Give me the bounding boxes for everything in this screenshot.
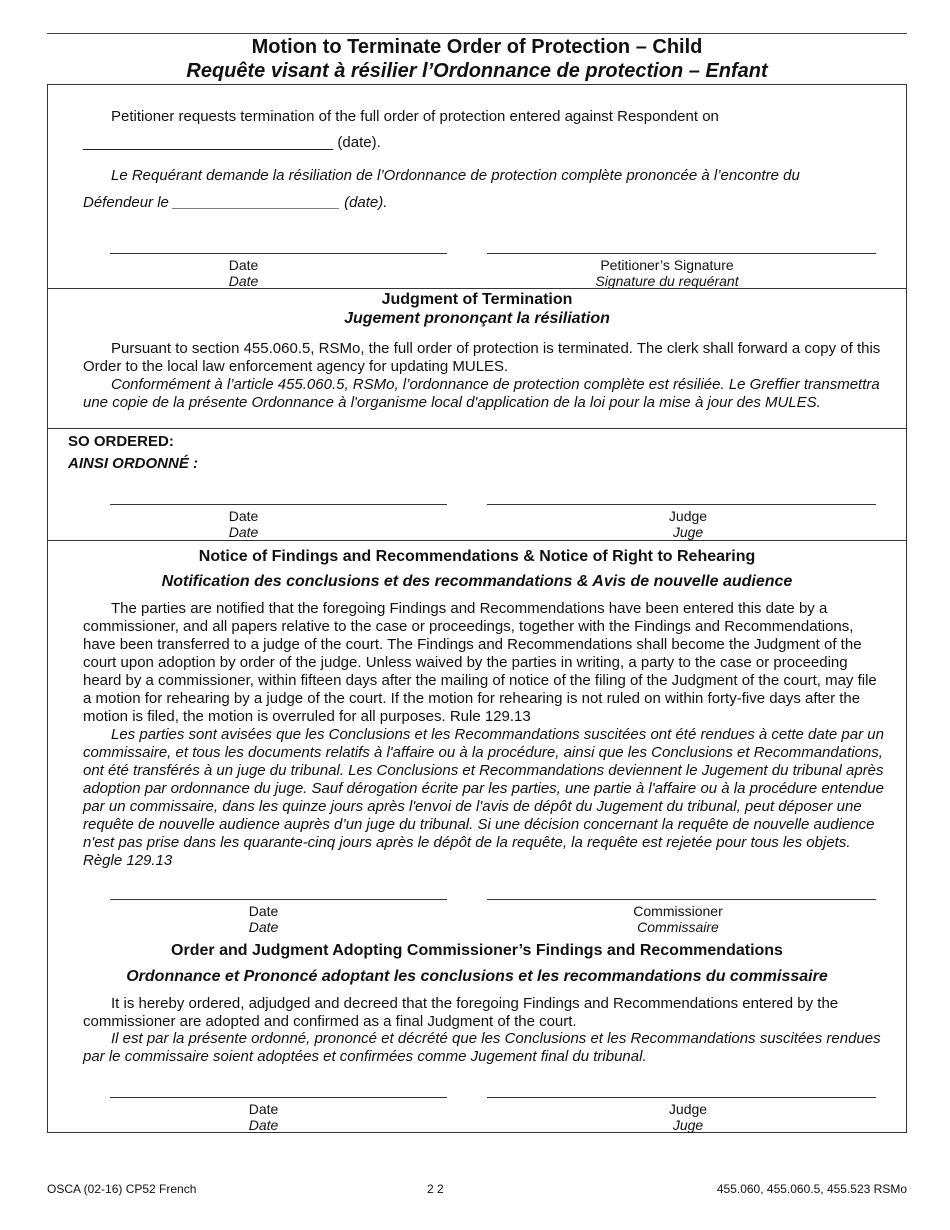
so-ordered-date-label-french: Date [228, 524, 259, 540]
adoption-date-label: Date [248, 1101, 279, 1117]
adoption-judge-signature-line[interactable] [487, 1097, 876, 1098]
commissioner-date-line[interactable] [110, 899, 447, 900]
notice-heading: Notice of Findings and Recommendations & Notice of Right to Rehearing [198, 548, 756, 565]
adoption-judge-label: Judge [668, 1101, 708, 1117]
petitioner-signature-label-french: Signature du requérant [595, 273, 739, 289]
commissioner-signature-label-french: Commissaire [637, 919, 719, 935]
section-divider [47, 540, 907, 541]
petition-text-french: Le Requérant demande la résiliation de l’Ordonnance de protection complète prononcée à l’encontre du [111, 167, 800, 184]
section-divider [47, 288, 907, 289]
commissioner-date-label-french: Date [248, 919, 279, 935]
commissioner-date-label: Date [248, 903, 279, 919]
adoption-judge-label-french: Juge [672, 1117, 704, 1133]
petition-date-label: Date [228, 257, 259, 273]
petition-date-line-french[interactable]: Défendeur le ____________________ (date). [83, 194, 388, 211]
petition-date-line[interactable]: ______________________________ (date). [83, 134, 381, 151]
top-rule [47, 33, 907, 34]
judge-signature-label: Judge [668, 508, 708, 524]
form-id: OSCA (02-16) CP52 French [47, 1182, 197, 1196]
judge-signature-label-french: Juge [672, 524, 704, 540]
judgment-heading: Judgment of Termination [381, 291, 573, 308]
page-title: Motion to Terminate Order of Protection – Child [251, 36, 703, 58]
page-number: 2 2 [427, 1182, 444, 1196]
so-ordered-label-french: AINSI ORDONNÉ : [68, 455, 199, 472]
so-ordered-date-line[interactable] [110, 504, 447, 505]
adoption-heading: Order and Judgment Adopting Commissioner’s Findings and Recommendations [171, 942, 783, 959]
adoption-body: It is hereby ordered, adjudged and decreed that the foregoing Findings and Recommendations entered by the commissioner are adopted and confirmed as a final Judgment of the court. [83, 995, 839, 1030]
so-ordered-date-label: Date [228, 508, 259, 524]
commissioner-signature-label: Commissioner [633, 903, 723, 919]
petitioner-signature-label: Petitioner’s Signature [600, 257, 734, 273]
commissioner-signature-line[interactable] [487, 899, 876, 900]
adoption-date-line[interactable] [110, 1097, 447, 1098]
adoption-date-label-french: Date [248, 1117, 279, 1133]
adoption-body-french: Il est par la présente ordonné, prononcé et décrété que les Conclusions et les Recommandations suscitées rendues par le commissaire soient adoptées et confirmées comme Jugement final du tribunal. [83, 1030, 881, 1065]
petition-date-signature-line[interactable] [110, 253, 447, 254]
judgment-body-french: Conformément à l’article 455.060.5, RSMo, l’ordonnance de protection complète est résiliée. Le Greffier transmettra une copie de la présente Ordonnance à l'organisme local d'application de la loi pour la mise à jour des MULES. [83, 376, 880, 411]
so-ordered-label: SO ORDERED: [68, 433, 174, 450]
notice-body-french: Les parties sont avisées que les Conclusions et les Recommandations suscitées ont été rendues à cette date par un commissaire, et tous les documents relatifs à l'affaire ou à la procédure, ainsi que les Conclusions et Recommandations, ont été transférés à un juge du tribunal. Les Conclusions et Recommandations deviennent le Jugement du tribunal après adoption par ordonnance du juge. Sauf dérogation écrite par les parties, une partie à l'affaire ou à la procédure entendue par un commissaire, dans les quinze jours après l'envoi de l'avis de dépôt du Jugement du tribunal, peut déposer une requête de nouvelle audience auprès d’un juge du tribunal. Si une décision concernant la requête de nouvelle audience n'est pas prise dans les quarante-cinq jours après le dépôt de la requête, la requête est rejetée pour tous les objets. Règle 129.13 [83, 726, 884, 869]
petition-date-label-french: Date [228, 273, 259, 289]
judgment-heading-french: Jugement prononçant la résiliation [344, 310, 610, 327]
petitioner-signature-line[interactable] [487, 253, 876, 254]
page-title-french: Requête visant à résilier l’Ordonnance de protection – Enfant [186, 60, 768, 82]
petition-text: Petitioner requests termination of the full order of protection entered against Respondent on [111, 108, 719, 125]
section-divider [47, 428, 907, 429]
notice-heading-french: Notification des conclusions et des recommandations & Avis de nouvelle audience [161, 573, 793, 590]
notice-body: The parties are notified that the foregoing Findings and Recommendations have been entered this date by a commissioner, and all papers relative to the case or proceedings, together with the Findings and Recommendations, have been transferred to a judge of the court. The Findings and Recommendations shall become the Judgment of the court upon adoption by order of the judge. Unless waived by the parties in writing, a party to the case or proceeding heard by a commissioner, within fifteen days after the mailing of notice of the filing of the Judgment of the court, may file a motion for rehearing by a judge of the court. If the motion for rehearing is not ruled on within forty-five days after the motion is filed, the motion is overruled for all purposes. Rule 129.13 [83, 600, 877, 725]
judgment-body: Pursuant to section 455.060.5, RSMo, the full order of protection is terminated. The clerk shall forward a copy of this Order to the local law enforcement agency for updating MULES. [83, 340, 881, 375]
adoption-heading-french: Ordonnance et Prononcé adoptant les conclusions et les recommandations du commissaire [126, 968, 828, 985]
statute-references: 455.060, 455.060.5, 455.523 RSMo [716, 1182, 907, 1196]
judge-signature-line[interactable] [487, 504, 876, 505]
